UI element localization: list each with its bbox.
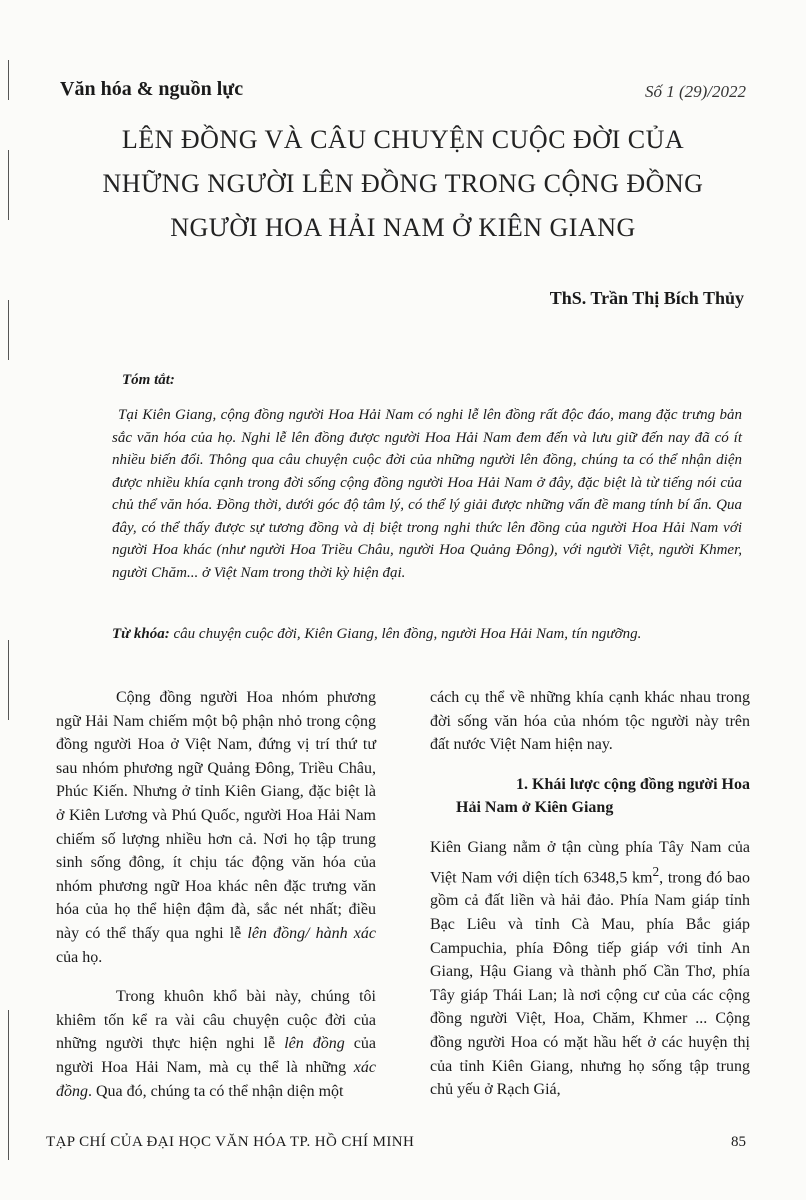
scan-edge-mark xyxy=(8,150,9,220)
page-number: 85 xyxy=(731,1134,746,1150)
paragraph: Trong khuôn khổ bài này, chúng tôi khiêm tốn kể ra vài câu chuyện cuộc đời của những người thực hiện nghi lễ lên đồng của người Hoa Hải Nam, mà cụ thể là những xác đồng. Qua đó, chúng ta có thể nhận diện một xyxy=(56,988,376,1100)
abstract-label: Tóm tắt: xyxy=(122,372,175,388)
article-title xyxy=(100,118,706,250)
paragraph: Kiên Giang nằm ở tận cùng phía Tây Nam của Việt Nam với diện tích 6348,5 $km^2$, trong đó bao gồm cả đất liền và hải đảo. Phía Nam giáp tỉnh Bạc Liêu và tỉnh Cà Mau, phía Bắc giáp Campuchia, phía Đông tiếp giáp với tỉnh An Giang, Hậu Giang và thành phố Cần Thơ, phía Tây giáp Thái Lan; là nơi cộng cư của các cộng đồng người Việt, Hoa, Chăm, Khmer ... Cộng đồng người Hoa có mặt hầu hết ở các huyện thị của tỉnh Kiên Giang, nhưng họ sống tập trung chủ yếu ở Rạch Giá, xyxy=(430,838,751,1099)
title-line: NHỮNG NGƯỜI LÊN ĐỒNG TRONG CỘNG ĐỒNG xyxy=(102,169,704,198)
section-label: Văn hóa & nguồn lực xyxy=(60,78,244,100)
title-line: NGƯỜI HOA HẢI NAM Ở KIÊN GIANG xyxy=(170,213,636,242)
section-heading: 1. Khái lược cộng đồng người Hoa Hải Nam ở Kiên Giang xyxy=(456,775,750,817)
paragraph: Cộng đồng người Hoa nhóm phương ngữ Hải Nam chiếm một bộ phận nhỏ trong cộng đồng người Hoa ở Việt Nam, đứng vị trí thứ tư sau nhóm phương ngữ Quảng Đông, Triều Châu, Phúc Kiến. Nhưng ở tỉnh Kiên Giang, đặc biệt là ở Kiên Lương và Phú Quốc, người Hoa Hải Nam chiếm số lượng nhiều hơn cả. Nơi họ tập trung sinh sống đông, ít chịu tác động văn hóa của nhóm phương ngữ Hoa khác nên đặc trưng văn hóa của họ thể hiện đậm đà, sắc nét nhất; điều này có thể thấy qua nghi lễ lên đồng/ hành xác của họ. xyxy=(56,689,376,966)
scan-edge-mark xyxy=(8,60,9,100)
keywords-label: Từ khóa: xyxy=(112,626,170,642)
issue-number: Số 1 (29)/2022 xyxy=(644,82,746,101)
scan-edge-mark xyxy=(8,640,9,720)
scan-edge-mark xyxy=(8,1010,9,1160)
keywords xyxy=(112,626,742,643)
author-name: ThS. Trần Thị Bích Thủy xyxy=(549,288,744,308)
paragraph: cách cụ thể về những khía cạnh khác nhau trong đời sống văn hóa của nhóm tộc người này trên đất nước Việt Nam hiện nay. xyxy=(430,689,750,754)
abstract-text: Tại Kiên Giang, cộng đồng người Hoa Hải Nam có nghi lễ lên đồng rất độc đáo, mang đặc trưng bản sắc văn hóa của họ. Nghi lễ lên đồng được người Hoa Hải Nam đem đến và lưu giữ đến nay đã có ít nhiều biến đổi. Thông qua câu chuyện cuộc đời của những người lên đồng, chúng ta có thể nhận diện được nhiều khía cạnh trong đời sống cộng đồng người Hoa Hải Nam ở đây, đặc biệt là từ tiếng nói của chủ thể văn hóa. Đồng thời, dưới góc độ tâm lý, có thể lý giải được những vấn đề mang tính bí ẩn. Qua đây, có thể thấy được sự tương đồng và dị biệt trong nghi thức lên đồng của người Hoa Hải Nam với người Hoa khác (như người Hoa Triều Châu, người Hoa Quảng Đông), với người Việt, người Khmer, người Chăm... ở Việt Nam trong thời kỳ hiện đại. xyxy=(112,407,742,581)
scan-edge-mark xyxy=(8,300,9,360)
keywords-text: câu chuyện cuộc đời, Kiên Giang, lên đồng, người Hoa Hải Nam, tín ngưỡng. xyxy=(169,626,642,642)
body-column-left xyxy=(56,686,376,1119)
footer-journal-name: TẠP CHÍ CỦA ĐẠI HỌC VĂN HÓA TP. HỒ CHÍ MINH xyxy=(46,1134,415,1150)
title-line: LÊN ĐỒNG VÀ CÂU CHUYỆN CUỘC ĐỜI CỦA xyxy=(121,125,685,154)
body-column-right xyxy=(430,686,750,1118)
